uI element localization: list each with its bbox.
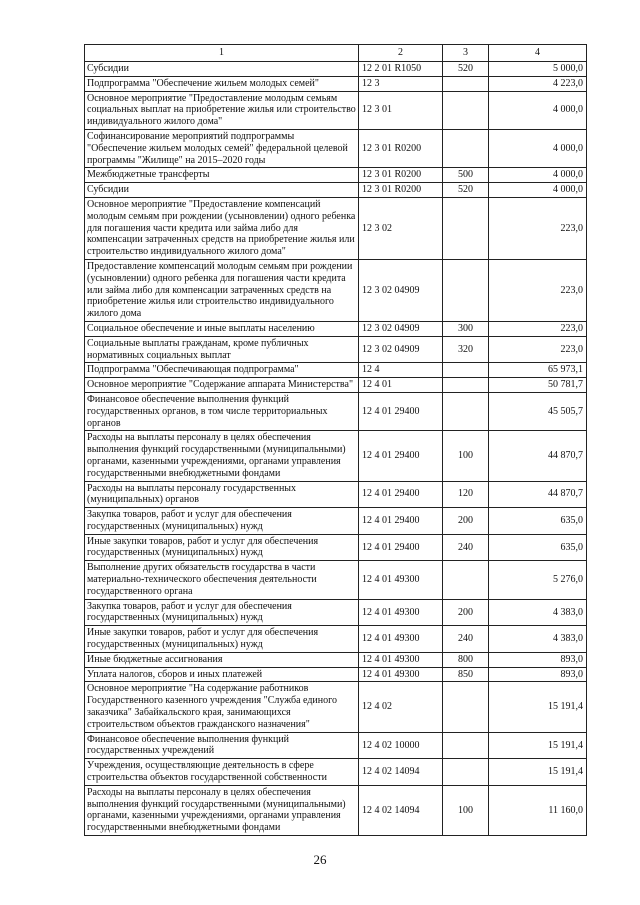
- row-name: Межбюджетные трансферты: [85, 168, 359, 183]
- row-name: Закупка товаров, работ и услуг для обеспечения государственных (муниципальных) нужд: [85, 508, 359, 535]
- row-name: Выполнение других обязательств государства в части материально-технического обеспечения деятельности государственного органа: [85, 561, 359, 599]
- row-code: 12 3 01 R0200: [359, 183, 443, 198]
- row-vr: 520: [443, 183, 489, 198]
- row-name: Иные закупки товаров, работ и услуг для обеспечения государственных (муниципальных) нужд: [85, 626, 359, 653]
- row-name: Расходы на выплаты персоналу в целях обеспечения выполнения функций государственными (муниципальными) органами, казенными учреждениями, органами управления государственными внебюджетными фондами: [85, 785, 359, 835]
- row-code: 12 4 01: [359, 378, 443, 393]
- row-sum: 5 276,0: [489, 561, 587, 599]
- row-vr: 850: [443, 667, 489, 682]
- row-sum: 223,0: [489, 197, 587, 259]
- table-row: [85, 599, 587, 626]
- table-row: [85, 392, 587, 430]
- row-sum: 45 505,7: [489, 392, 587, 430]
- header-col-vr: 3: [443, 45, 489, 62]
- row-vr: [443, 76, 489, 91]
- row-name: Финансовое обеспечение выполнения функций государственных органов, в том числе территориальных органов: [85, 392, 359, 430]
- table-row: [85, 431, 587, 481]
- row-vr: [443, 91, 489, 129]
- row-name: Субсидии: [85, 183, 359, 198]
- table-row: [85, 561, 587, 599]
- row-vr: [443, 682, 489, 732]
- row-code: 12 2 01 R1050: [359, 62, 443, 77]
- header-col-code: 2: [359, 45, 443, 62]
- row-sum: 223,0: [489, 321, 587, 336]
- row-name: Предоставление компенсаций молодым семьям при рождении (усыновлении) одного ребенка для погашения части кредита или займа либо для компенсации затраченных средств на приобретение жилья или строительство индивидуального жилого дома: [85, 259, 359, 321]
- row-vr: [443, 392, 489, 430]
- table-body: [85, 62, 587, 836]
- table-row: [85, 336, 587, 363]
- row-name: Подпрограмма "Обеспечивающая подпрограмма": [85, 363, 359, 378]
- table-row: [85, 183, 587, 198]
- row-code: 12 3 01 R0200: [359, 168, 443, 183]
- row-sum: 893,0: [489, 652, 587, 667]
- table-row: [85, 785, 587, 835]
- row-vr: 320: [443, 336, 489, 363]
- row-sum: 15 191,4: [489, 732, 587, 759]
- header-row: [85, 45, 587, 62]
- row-vr: 100: [443, 431, 489, 481]
- row-code: 12 3 02: [359, 197, 443, 259]
- row-vr: [443, 561, 489, 599]
- table-row: [85, 197, 587, 259]
- row-sum: 44 870,7: [489, 431, 587, 481]
- row-code: 12 4 01 29400: [359, 481, 443, 508]
- row-sum: 635,0: [489, 534, 587, 561]
- row-code: 12 3 02 04909: [359, 336, 443, 363]
- row-vr: [443, 732, 489, 759]
- table-row: [85, 129, 587, 167]
- row-code: 12 3 02 04909: [359, 259, 443, 321]
- row-name: Уплата налогов, сборов и иных платежей: [85, 667, 359, 682]
- row-vr: [443, 129, 489, 167]
- row-vr: [443, 363, 489, 378]
- table-row: [85, 759, 587, 786]
- row-name: Закупка товаров, работ и услуг для обеспечения государственных (муниципальных) нужд: [85, 599, 359, 626]
- row-vr: 200: [443, 599, 489, 626]
- row-name: Основное мероприятие "На содержание работников Государственного казенного учреждения "Служба единого заказчика" Забайкальского края, занимающихся строительством объектов гражданского назначения": [85, 682, 359, 732]
- row-sum: 635,0: [489, 508, 587, 535]
- table-row: [85, 91, 587, 129]
- row-name: Основное мероприятие "Предоставление молодым семьям социальных выплат на приобретение жилья или строительство индивидуального жилого дома": [85, 91, 359, 129]
- table-row: [85, 682, 587, 732]
- row-code: 12 3: [359, 76, 443, 91]
- table-row: [85, 732, 587, 759]
- table-row: [85, 534, 587, 561]
- row-code: 12 4 01 49300: [359, 599, 443, 626]
- header-col-sum: 4: [489, 45, 587, 62]
- row-vr: [443, 197, 489, 259]
- row-name: Финансовое обеспечение выполнения функций государственных учреждений: [85, 732, 359, 759]
- row-name: Расходы на выплаты персоналу в целях обеспечения выполнения функций государственными (муниципальными) органами, казенными учреждениями, органами управления государственными внебюджетными фондами: [85, 431, 359, 481]
- row-name: Социальное обеспечение и иные выплаты населению: [85, 321, 359, 336]
- table-row: [85, 168, 587, 183]
- row-sum: 4 383,0: [489, 599, 587, 626]
- row-code: 12 4 01 49300: [359, 667, 443, 682]
- table-row: [85, 378, 587, 393]
- row-vr: 800: [443, 652, 489, 667]
- row-code: 12 4 01 29400: [359, 508, 443, 535]
- table-row: [85, 259, 587, 321]
- row-name: Основное мероприятие "Предоставление компенсаций молодым семьям при рождении (усыновлении) одного ребенка для погашения части кредита или займа либо для компенсации затраченных средств на приобретение жилья или строительство индивидуального жилого дома": [85, 197, 359, 259]
- row-sum: 11 160,0: [489, 785, 587, 835]
- row-code: 12 4 01 29400: [359, 431, 443, 481]
- table-row: [85, 626, 587, 653]
- row-vr: 520: [443, 62, 489, 77]
- row-vr: 500: [443, 168, 489, 183]
- row-sum: 4 000,0: [489, 129, 587, 167]
- row-vr: [443, 378, 489, 393]
- row-sum: 223,0: [489, 336, 587, 363]
- row-code: 12 4 02 10000: [359, 732, 443, 759]
- row-name: Иные бюджетные ассигнования: [85, 652, 359, 667]
- row-code: 12 4: [359, 363, 443, 378]
- row-sum: 44 870,7: [489, 481, 587, 508]
- row-code: 12 4 01 49300: [359, 652, 443, 667]
- row-code: 12 4 01 49300: [359, 626, 443, 653]
- table-row: [85, 363, 587, 378]
- row-code: 12 4 01 49300: [359, 561, 443, 599]
- row-code: 12 4 02 14094: [359, 759, 443, 786]
- table-row: [85, 321, 587, 336]
- table-row: [85, 508, 587, 535]
- row-sum: 15 191,4: [489, 759, 587, 786]
- row-name: Иные закупки товаров, работ и услуг для обеспечения государственных (муниципальных) нужд: [85, 534, 359, 561]
- row-sum: 15 191,4: [489, 682, 587, 732]
- row-sum: 4 383,0: [489, 626, 587, 653]
- table-row: [85, 62, 587, 77]
- row-name: Учреждения, осуществляющие деятельность в сфере строительства объектов государственной собственности: [85, 759, 359, 786]
- row-sum: 5 000,0: [489, 62, 587, 77]
- row-vr: 200: [443, 508, 489, 535]
- row-code: 12 4 02: [359, 682, 443, 732]
- row-vr: 100: [443, 785, 489, 835]
- row-vr: 240: [443, 626, 489, 653]
- row-name: Софинансирование мероприятий подпрограммы "Обеспечение жильем молодых семей" федеральной целевой программы "Жилище" на 2015–2020 годы: [85, 129, 359, 167]
- page-number: 26: [313, 852, 327, 867]
- row-sum: 223,0: [489, 259, 587, 321]
- row-code: 12 4 01 29400: [359, 392, 443, 430]
- table-row: [85, 76, 587, 91]
- row-sum: 4 223,0: [489, 76, 587, 91]
- row-code: 12 3 02 04909: [359, 321, 443, 336]
- row-code: 12 4 02 14094: [359, 785, 443, 835]
- row-vr: 300: [443, 321, 489, 336]
- row-name: Расходы на выплаты персоналу государственных (муниципальных) органов: [85, 481, 359, 508]
- row-name: Основное мероприятие "Содержание аппарата Министерства": [85, 378, 359, 393]
- row-code: 12 3 01 R0200: [359, 129, 443, 167]
- row-sum: 50 781,7: [489, 378, 587, 393]
- row-vr: 240: [443, 534, 489, 561]
- header-col-name: 1: [85, 45, 359, 62]
- row-code: 12 4 01 29400: [359, 534, 443, 561]
- row-name: Социальные выплаты гражданам, кроме публичных нормативных социальных выплат: [85, 336, 359, 363]
- row-code: 12 3 01: [359, 91, 443, 129]
- row-sum: 65 973,1: [489, 363, 587, 378]
- table-row: [85, 652, 587, 667]
- row-vr: [443, 759, 489, 786]
- budget-table: [84, 44, 587, 836]
- row-sum: 4 000,0: [489, 168, 587, 183]
- row-name: Субсидии: [85, 62, 359, 77]
- row-name: Подпрограмма "Обеспечение жильем молодых семей": [85, 76, 359, 91]
- row-vr: [443, 259, 489, 321]
- row-sum: 4 000,0: [489, 91, 587, 129]
- table-row: [85, 481, 587, 508]
- row-sum: 4 000,0: [489, 183, 587, 198]
- row-sum: 893,0: [489, 667, 587, 682]
- table-row: [85, 667, 587, 682]
- row-vr: 120: [443, 481, 489, 508]
